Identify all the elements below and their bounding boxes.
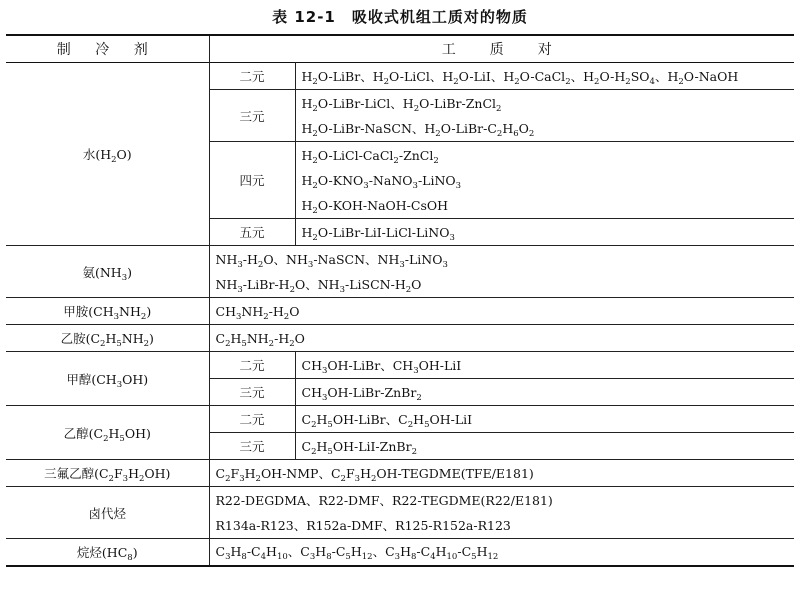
header-refrigerant: 制 冷 剂 [6, 35, 209, 63]
refrigerant-cell: 三氟乙醇$(C_2F_3H_2OH)$ [6, 460, 209, 487]
header-row [6, 35, 794, 63]
working-pairs-cell [295, 433, 794, 460]
working-pairs-cell [295, 63, 794, 90]
working-pairs-table [6, 34, 794, 567]
working-pair-line: $CH_3OH$-LiBr、$CH_3OH$-LiI [301, 357, 462, 376]
working-pairs-cell [295, 142, 794, 219]
component-count-cell: 二元 [209, 63, 295, 90]
component-count-cell: 三元 [209, 379, 295, 406]
working-pair-line: $H_2O-LiBr$-NaSCN、$H_2O-LiBr-C_2H_6O_2$ [301, 120, 535, 139]
table-caption: 表 12-1 吸收式机组工质对的物质 [272, 8, 528, 26]
working-pair-line: $H_2O-LiCl-CaCl_2-ZnCl_2$ [301, 147, 439, 166]
table-row [6, 539, 794, 566]
working-pairs-cell [295, 90, 794, 142]
refrigerant-cell: 烷烃$(HC_8)$ [6, 539, 209, 566]
working-pairs-cell [209, 325, 794, 352]
working-pair-line: $C_2H_5OH$-LiBr、$C_2H_5OH$-LiI [301, 411, 473, 430]
working-pair-line: $CH_3OH-LiBr-ZnBr_2$ [301, 384, 422, 403]
component-count-cell: 五元 [209, 219, 295, 246]
working-pairs-cell [209, 487, 794, 539]
working-pair-line: $H_2O-KNO_3-NaNO_3-LiNO_3$ [301, 172, 462, 191]
working-pair-line: $H_2O-KOH-NaOH$-CsOH [301, 197, 449, 216]
working-pairs-cell [209, 298, 794, 325]
component-count-cell: 二元 [209, 406, 295, 433]
working-pair-line: $NH_3-LiBr-H_2O$、$NH_3-LiSCN-H_2O$ [215, 276, 422, 295]
working-pair-line: $H_2O-LiBr-LiI-LiCl-LiNO_3$ [301, 224, 455, 243]
table-row [6, 352, 794, 379]
refrigerant-cell: 乙胺$(C_2H_5NH_2)$ [6, 325, 209, 352]
working-pair-line: R134a-R123、R152a-DMF、R125-R152a-R123 [215, 517, 511, 533]
working-pairs-cell [209, 460, 794, 487]
working-pair-line: $H_2O-LiBr$-LiCl、$H_2O-LiBr-ZnCl_2$ [301, 95, 502, 114]
component-count-cell: 三元 [209, 90, 295, 142]
table-row [6, 406, 794, 433]
working-pair-line: $CH_3NH_2-H_2O$ [215, 303, 300, 322]
working-pairs-cell [209, 539, 794, 566]
refrigerant-cell: 氨$(NH_3)$ [6, 246, 209, 298]
table-row [6, 63, 794, 90]
refrigerant-cell: 甲醇$(CH_3OH)$ [6, 352, 209, 406]
table-row [6, 460, 794, 487]
component-count-cell: 二元 [209, 352, 295, 379]
working-pairs-cell [295, 406, 794, 433]
working-pair-line: R22-DEGDMA、R22-DMF、R22-TEGDME(R22/E181) [215, 492, 553, 508]
working-pair-line: $C_2F_3H_2OH$-NMP、$C_2F_3H_2OH-TEGDME(TFE/E181)$ [215, 465, 534, 484]
working-pair-line: $C_2H_5NH_2-H_2O$ [215, 330, 305, 349]
refrigerant-cell: 水$(H_2O)$ [6, 63, 209, 246]
working-pairs-cell [209, 246, 794, 298]
working-pair-line: $C_3H_8-C_4H_{10}$、$C_3H_8-C_5H_{12}$、$C_3H_8-C_4H_{10}-C_5H_{12}$ [215, 544, 499, 563]
header-working-pairs: 工 质 对 [209, 35, 794, 63]
working-pairs-cell [295, 219, 794, 246]
working-pairs-cell [295, 352, 794, 379]
table-row [6, 487, 794, 539]
working-pairs-cell [295, 379, 794, 406]
refrigerant-cell: 甲胺$(CH_3NH_2)$ [6, 298, 209, 325]
working-pair-line: $C_2H_5OH-LiI-ZnBr_2$ [301, 438, 417, 457]
table-row [6, 246, 794, 298]
refrigerant-cell: 乙醇$(C_2H_5OH)$ [6, 406, 209, 460]
table-row [6, 298, 794, 325]
component-count-cell: 四元 [209, 142, 295, 219]
working-pair-line: $H_2O$-LiBr、$H_2O$-LiCl、$H_2O$-LiI、$H_2O-CaCl_2$、$H_2O-H_2SO_4$、$H_2O$-NaOH [301, 68, 739, 87]
working-pair-line: $NH_3-H_2O$、$NH_3$-NaSCN、$NH_3-LiNO_3$ [215, 251, 448, 270]
component-count-cell: 三元 [209, 433, 295, 460]
table-row [6, 325, 794, 352]
refrigerant-cell: 卤代烃 [6, 487, 209, 539]
